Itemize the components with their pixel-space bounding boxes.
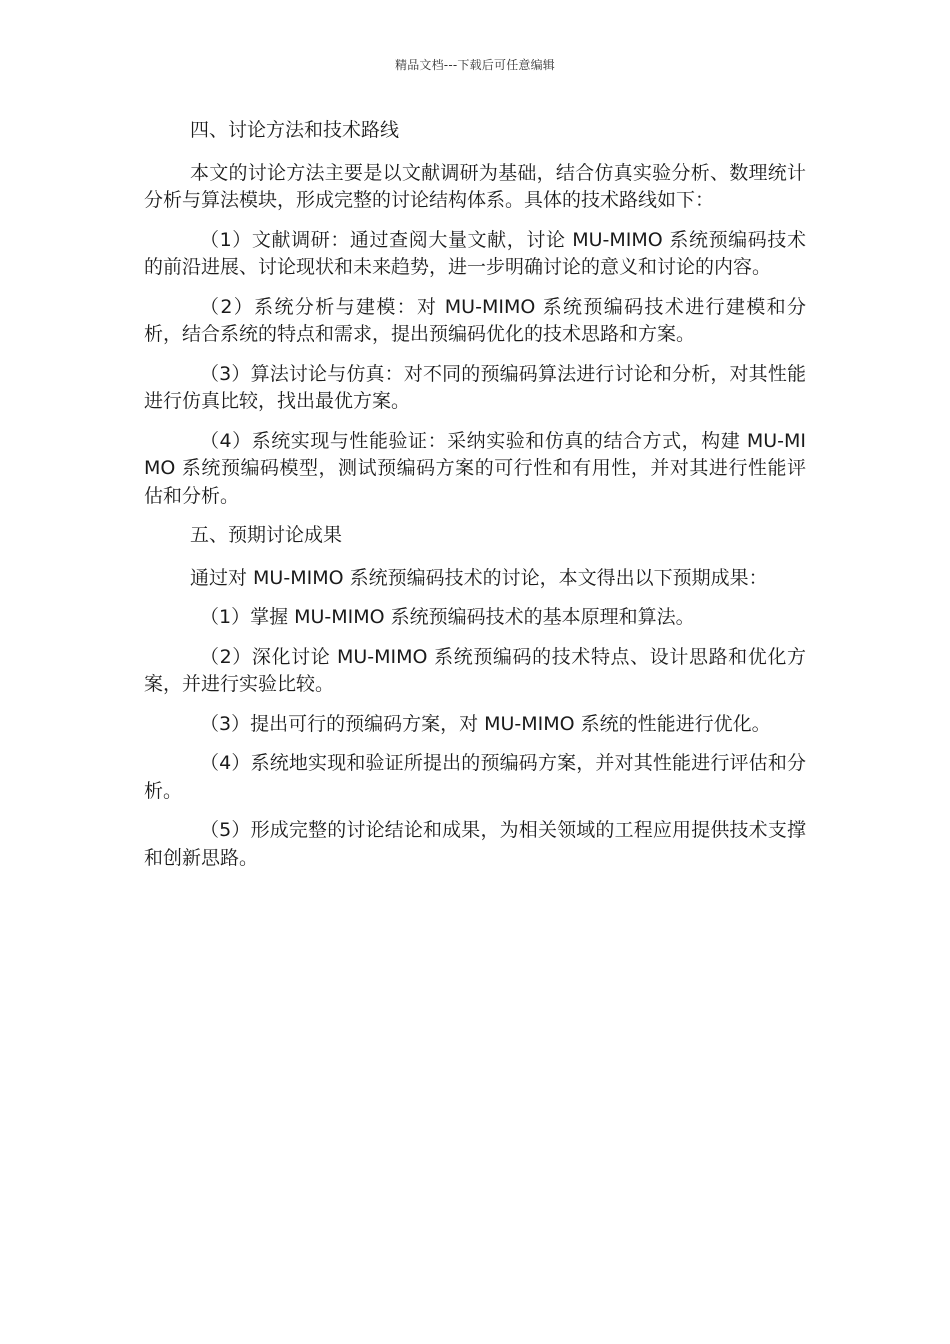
section-4-intro: 本文的讨论方法主要是以文献调研为基础，结合仿真实验分析、数理统计分析与算法模块，形成完整的讨论结构体系。具体的技术路线如下： [144,161,806,211]
section-5-item-1: （1）掌握 MU-MIMO 系统预编码技术的基本原理和算法。 [200,606,695,628]
section-4-heading: 四、讨论方法和技术路线 [190,119,400,141]
document-body [144,117,806,884]
section-5-item-5: （5）形成完整的讨论结论和成果，为相关领域的工程应用提供技术支撑和创新思路。 [144,819,806,869]
section-5-item-3: （3）提出可行的预编码方案，对 MU-MIMO 系统的性能进行优化。 [200,712,771,735]
section-4-item-2: （2）系统分析与建模：对 MU-MIMO 系统预编码技术进行建模和分析，结合系统的特点和需求，提出预编码优化的技术思路和方案。 [144,295,806,345]
page-header: 精品文档---下载后可任意编辑 [395,58,555,72]
section-5-intro: 通过对 MU-MIMO 系统预编码技术的讨论，本文得出以下预期成果： [190,566,768,589]
section-5-item-2: （2）深化讨论 MU-MIMO 系统预编码的技术特点、设计思路和优化方案，并进行实验比较。 [144,645,806,695]
section-5-heading: 五、预期讨论成果 [190,524,343,546]
section-4-item-1: （1）文献调研：通过查阅大量文献，讨论 MU-MIMO 系统预编码技术的前沿进展、讨论现状和未来趋势，进一步明确讨论的意义和讨论的内容。 [144,228,806,278]
section-4-item-4: （4）系统实现与性能验证：采纳实验和仿真的结合方式，构建 MU-MIMO 系统预编码模型，测试预编码方案的可行性和有用性，并对其进行性能评估和分析。 [144,429,806,507]
section-5-item-4: （4）系统地实现和验证所提出的预编码方案，并对其性能进行评估和分析。 [144,752,806,802]
section-4-item-3: （3）算法讨论与仿真：对不同的预编码算法进行讨论和分析，对其性能进行仿真比较，找出最优方案。 [144,362,806,412]
